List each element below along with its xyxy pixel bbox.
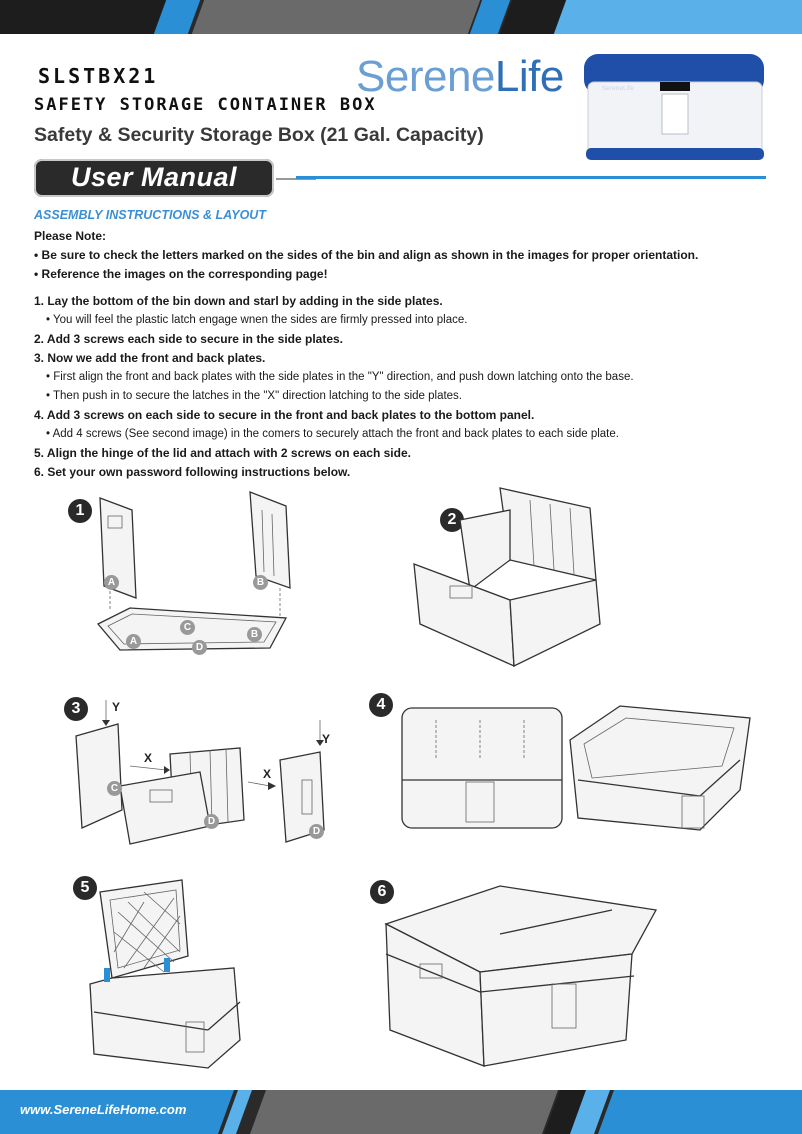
note-line: • Be sure to check the letters marked on the sides of the bin and align as shown in the images for proper orientation. [34,248,699,262]
step-6-text: 6. Set your own password following instructions below. [34,465,351,479]
step-5-text: 5. Align the hinge of the lid and attach with 2 screws on each side. [34,446,411,460]
model-subtitle: SAFETY STORAGE CONTAINER BOX [34,95,377,115]
svg-text:SereneLife: SereneLife [602,85,634,92]
figure-2-illustration [400,480,610,670]
figure-6-number: 6 [370,880,394,904]
product-photo [580,52,770,164]
figure-4-illustration [400,700,760,840]
step-3-detail: • First align the front and back plates with the side plates in the "Y" direction, and push down latching onto the base. [46,371,634,383]
step-2-text: 2. Add 3 screws each side to secure in the side plates. [34,332,344,346]
step-3-detail: • Then push in to secure the latches in the "X" direction latching to the side plates. [46,390,463,402]
figure-1-number: 1 [68,499,92,523]
figure-6-illustration [380,880,660,1070]
figure-2-number: 2 [440,508,464,532]
model-number: SLSTBX21 [38,64,159,88]
letter-a-marker: A [126,634,141,649]
x-direction-label: X [144,751,153,765]
letter-b-marker: B [253,575,268,590]
figure-3-number: 3 [64,697,88,721]
website-link[interactable]: www.SereneLifeHome.com [20,1102,187,1117]
section-title: ASSEMBLY INSTRUCTIONS & LAYOUT [34,208,266,222]
step-4-detail: • Add 4 screws (See second image) in the comers to securely attach the front and back plates to each side plate. [46,428,619,440]
divider-blue [296,176,766,179]
top-banner [0,0,802,34]
letter-c-marker: C [107,781,122,796]
step-3-text: 3. Now we add the front and back plates. [34,351,266,365]
figure-4-number: 4 [369,693,393,717]
note-line: • Reference the images on the corresponding page! [34,267,328,281]
brand-logo-part1: Serene [356,52,495,101]
letter-a-marker: A [104,575,119,590]
figure-1-illustration [90,490,310,660]
letter-d-marker: D [309,824,324,839]
step-1-detail: • You will feel the plastic latch engage wnen the sides are firmly pressed into place. [46,314,468,326]
user-manual-badge [34,159,274,197]
letter-c-marker: C [180,620,195,635]
y-direction-label: Y [322,732,331,746]
brand-logo-part2: Life [494,52,564,101]
x-direction-label: X [263,767,272,781]
letter-d-marker: D [192,640,207,655]
user-manual-label: User Manual [70,162,238,192]
step-1-text: 1. Lay the bottom of the bin down and starl by adding in the side plates. [34,294,443,308]
note-label: Please Note: [34,229,107,243]
brand-logo [356,52,564,102]
y-direction-label: Y [112,700,121,714]
letter-b-marker: B [247,627,262,642]
figure-5-illustration [84,872,254,1082]
step-4-text: 4. Add 3 screws on each side to secure in the front and back plates to the bottom panel. [34,408,535,422]
letter-d-marker: D [204,814,219,829]
product-title: Safety & Security Storage Box (21 Gal. Capacity) [34,124,484,146]
figure-5-number: 5 [73,876,97,900]
